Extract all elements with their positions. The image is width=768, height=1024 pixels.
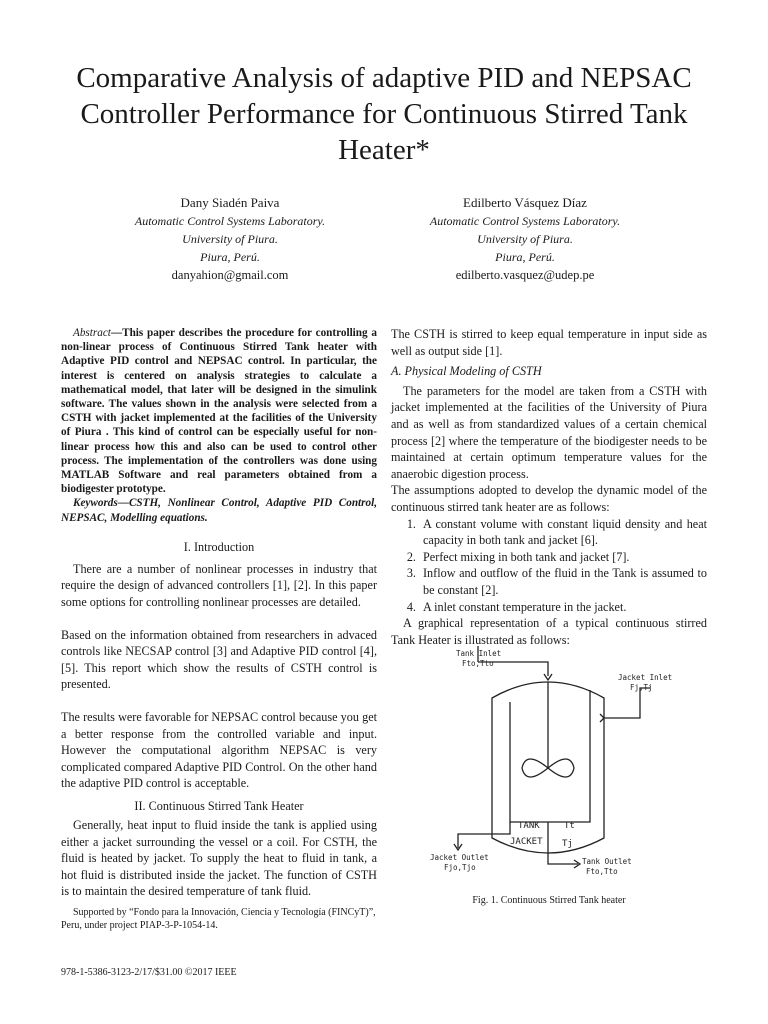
- physical-paragraph-3: A graphical representation of a typical continuous stirred Tank Heater is illustrated as follows:: [391, 616, 707, 647]
- jacket-label: JACKET: [510, 837, 543, 847]
- author-name: Dany Siadén Paiva: [180, 195, 280, 210]
- list-item: 4. A inlet constant temperature in the jacket.: [419, 599, 707, 616]
- tank-inlet-label: Tank Inlet: [456, 649, 502, 658]
- jacket-inlet-label: Jacket Inlet: [618, 673, 673, 682]
- figure-caption: Fig. 1. Continuous Stirred Tank heater: [472, 895, 626, 906]
- physical-paragraph-2: The assumptions adopted to develop the dynamic model of the continuous stirred tank heater are as follows:: [391, 483, 707, 514]
- intro-paragraph-1: There are a number of nonlinear processes in industry that require the design of advanced controllers [1], [2]. In this paper some options for controlling nonlinear processes are detailed.: [61, 561, 377, 610]
- assumptions-list: [391, 516, 707, 616]
- physical-paragraph-1: The parameters for the model are taken from a CSTH with jacket implemented at the facilities of the University of Piura and as well as from standardized values of a certain chemical process [2] where the temperature of the biodigester needs to be maintained at certain optimum temperature values for the anaerobic digestion process.: [391, 383, 707, 481]
- copyright-line: 978-1-5386-3123-2/17/$31.00 ©2017 IEEE: [61, 967, 237, 978]
- paper-title: Comparative Analysis of adaptive PID and NEPSAC Controller Performance for Continuous Stirred Tank Heater*: [76, 62, 692, 166]
- author-email: danyahion@gmail.com: [171, 268, 289, 282]
- author-university: University of Piura.: [182, 232, 278, 246]
- right-paragraph-1: The CSTH is stirred to keep equal temperature in input side as well as output side [1].: [391, 327, 707, 358]
- author-lab: Automatic Control Systems Laboratory.: [429, 214, 621, 228]
- list-item: 3. Inflow and outflow of the fluid in the Tank is assumed to be constant [2].: [419, 565, 707, 598]
- jacket-outlet-pipe: [458, 822, 510, 848]
- jacket-inlet-pipe: [604, 688, 650, 718]
- intro-paragraph-2: Based on the information obtained from researchers in advaced controls like NECSAP control [3] and Adaptive PID control [4], [5]. This report which show the results of CSTH control is presented.: [61, 627, 377, 692]
- author-block-1: [80, 194, 380, 284]
- section-heading-introduction: I. Introduction: [183, 539, 255, 554]
- jacket-inlet-sub: Fj,Tj: [630, 683, 653, 692]
- jacket-temp-label: Tj: [562, 839, 573, 849]
- author-lab: Automatic Control Systems Laboratory.: [134, 214, 326, 228]
- right-column: [391, 326, 707, 648]
- abstract: [61, 326, 377, 496]
- author-city: Piura, Perú.: [200, 250, 260, 264]
- tank-inlet-sub: Fto,Tto: [462, 659, 494, 668]
- jacket-outlet-label: Jacket Outlet: [430, 853, 489, 862]
- footnote: Supported by “Fondo para la Innovación, Ciencia y Tecnología (FINCyT)”, Peru, under project PIAP-3-P-1054-14.: [61, 907, 376, 931]
- tank-temp-label: Tt: [564, 821, 575, 831]
- author-city: Piura, Perú.: [495, 250, 555, 264]
- abstract-lead: Abstract: [73, 327, 111, 339]
- jacket-outlet-sub: Fjo,Tjo: [444, 863, 476, 872]
- author-name: Edilberto Vásquez Díaz: [463, 195, 587, 210]
- subsection-heading-physical: A. Physical Modeling of CSTH: [391, 364, 542, 379]
- intro-paragraph-3: The results were favorable for NEPSAC control because you get a better response from the controlled variable and input. However the computational algorithm NEPSAC is very complicated compared Adaptive PID Control. On the other hand the adaptive PID control is acceptable.: [61, 710, 377, 791]
- author-university: University of Piura.: [477, 232, 573, 246]
- section-heading-cstr: II. Continuous Stirred Tank Heater: [134, 798, 304, 813]
- tank-label: TANK: [518, 821, 540, 831]
- jacket-inner-wall: [510, 690, 590, 822]
- list-item: 1. A constant volume with constant liquid density and heat capacity in both tank and jacket [6].: [419, 516, 707, 549]
- left-column: [61, 326, 377, 900]
- tank-outlet-label: Tank Outlet: [582, 857, 632, 866]
- author-block-2: [375, 194, 675, 284]
- author-email: edilberto.vasquez@udep.pe: [455, 268, 595, 282]
- cstr-paragraph-1: Generally, heat input to fluid inside the tank is applied using either a jacket surrounding the vessel or a coil. For CSTH, the fluid is heated by jacket. To supply the heat to fluid in tank, a hot fluid is distributed inside the jacket. The function of CSTH is to maintain the desired temperature of tank fluid.: [61, 817, 377, 899]
- keywords: Keywords—CSTH, Nonlinear Control, Adaptive PID Control, NEPSAC, Modelling equations.: [61, 497, 377, 524]
- cstr-diagram: [418, 642, 718, 882]
- abstract-text: —This paper describes the procedure for controlling a non-linear process of Continuous Stirred Tank heater with Adaptive PID control and NEPSAC control. In particular, the interest is centered on analysis strategies to calculate a mathematical model, that later will be designed in the simulink software. The values shown in the analysis were selected from a CSTH with jacket implemented at the facilities of the University of Piura . This kind of control can be especially useful for non-linear process how this and also can be used to control other process. The implementation of the controllers was done using MATLAB Software and real parameters obtained from a biodigester prototype.: [61, 327, 377, 496]
- tank-outlet-sub: Fto,Tto: [586, 867, 618, 876]
- list-item: 2. Perfect mixing in both tank and jacket [7].: [419, 549, 707, 566]
